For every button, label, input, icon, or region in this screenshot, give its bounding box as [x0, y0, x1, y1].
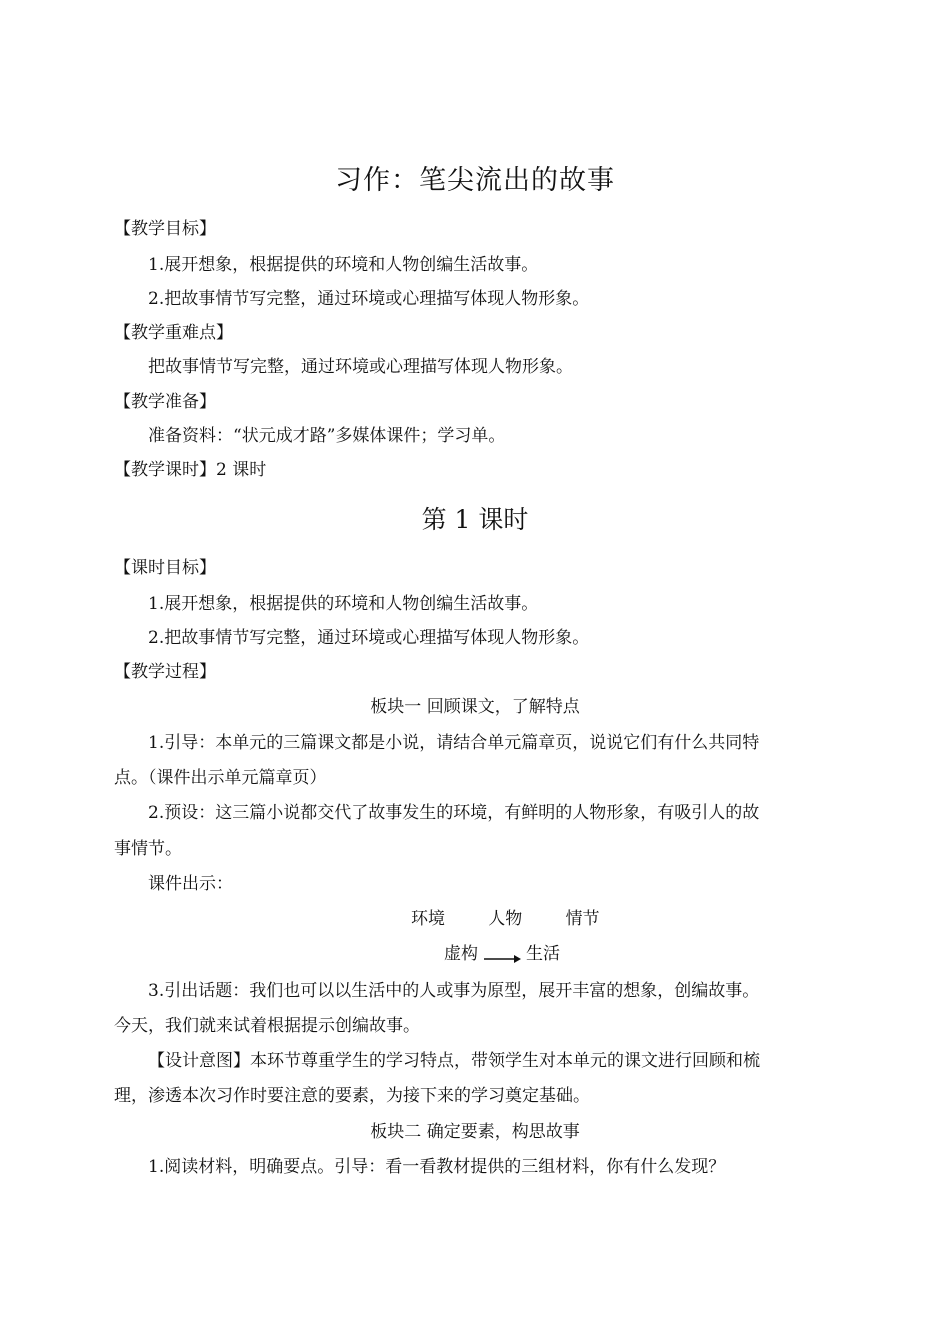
- paragraph-1-line-1: 1.引导：本单元的三篇课文都是小说，请结合单元篇章页，说说它们有什么共同特: [148, 733, 760, 753]
- story-elements: 环境 人物 情节: [411, 909, 600, 929]
- courseware-label: 课件出示：: [148, 874, 233, 894]
- goal-item-2: 2.把故事情节写完整，通过环境或心理描写体现人物形象。: [148, 289, 590, 309]
- right-arrow-icon: [482, 945, 522, 965]
- heading-teaching-goals: 【教学目标】: [114, 219, 216, 239]
- lesson-goal-item-2: 2.把故事情节写完整，通过环境或心理描写体现人物形象。: [148, 628, 590, 648]
- heading-teaching-process: 【教学过程】: [114, 662, 216, 682]
- class-hours: 【教学课时】2 课时: [114, 460, 267, 480]
- lesson-title: 第 1 课时: [421, 505, 529, 534]
- document-title: 习作：笔尖流出的故事: [335, 165, 615, 196]
- flow-diagram: [0, 940, 950, 968]
- paragraph-3-line-2: 今天，我们就来试着根据提示创编故事。: [114, 1016, 420, 1036]
- heading-lesson-goals: 【课时目标】: [114, 558, 216, 578]
- design-intent-line-2: 理，渗透本次习作时要注意的要素，为接下来的学习奠定基础。: [114, 1086, 590, 1106]
- design-intent-line-1: 【设计意图】本环节尊重学生的学习特点，带领学生对本单元的课文进行回顾和梳: [148, 1051, 760, 1071]
- block-one-heading: 板块一 回顾课文，了解特点: [370, 697, 580, 717]
- paragraph-2-line-1: 2.预设：这三篇小说都交代了故事发生的环境，有鲜明的人物形象，有吸引人的故: [148, 803, 760, 823]
- key-point-text: 把故事情节写完整，通过环境或心理描写体现人物形象。: [148, 357, 573, 377]
- goal-item-1: 1.展开想象，根据提供的环境和人物创编生活故事。: [148, 255, 539, 275]
- heading-key-points: 【教学重难点】: [114, 323, 233, 343]
- heading-preparation: 【教学准备】: [114, 392, 216, 412]
- flow-from: 虚构: [444, 944, 478, 964]
- paragraph-2-line-2: 事情节。: [114, 839, 182, 859]
- lesson-goal-item-1: 1.展开想象，根据提供的环境和人物创编生活故事。: [148, 594, 539, 614]
- paragraph-1-line-2: 点。（课件出示单元篇章页）: [114, 768, 327, 788]
- paragraph-4: 1.阅读材料，明确要点。引导：看一看教材提供的三组材料，你有什么发现？: [148, 1157, 726, 1177]
- paragraph-3-line-1: 3.引出话题：我们也可以以生活中的人或事为原型，展开丰富的想象，创编故事。: [148, 981, 760, 1001]
- block-two-heading: 板块二 确定要素，构思故事: [370, 1122, 580, 1142]
- preparation-text: 准备资料：“状元成才路”多媒体课件；学习单。: [148, 426, 506, 446]
- flow-to: 生活: [526, 944, 560, 964]
